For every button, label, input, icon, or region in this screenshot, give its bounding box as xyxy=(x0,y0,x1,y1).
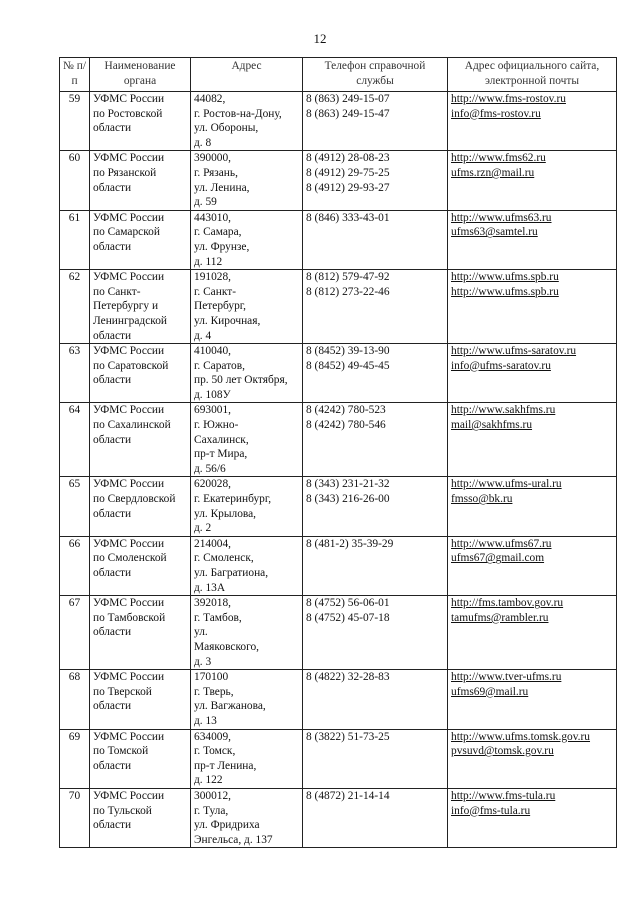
address-cell xyxy=(191,344,303,403)
phone-line: 8 (4822) 32-28-83 xyxy=(306,671,390,684)
address-line: г. Санкт- xyxy=(194,285,236,298)
header-phone xyxy=(303,58,448,92)
address-line: пр-т Ленина, xyxy=(194,759,257,772)
header-web-line: Адрес официального сайта, xyxy=(464,60,600,72)
address-line: пр-т Мира, xyxy=(194,448,248,461)
org-line: области xyxy=(93,700,132,713)
phone-line: 8 (4912) 28-08-23 xyxy=(306,152,390,165)
address-line: 410040, xyxy=(194,345,232,358)
website-link[interactable]: http://www.fms-rostov.ru xyxy=(451,93,566,105)
address-line: г. Самара, xyxy=(194,226,242,239)
phone-cell xyxy=(303,270,448,344)
row-number: 67 xyxy=(60,596,90,670)
address-cell xyxy=(191,210,303,269)
phone-cell xyxy=(303,788,448,847)
address-cell xyxy=(191,788,303,847)
address-line: 443010, xyxy=(194,211,232,224)
header-num-line: № xyxy=(63,60,74,72)
address-line: г. Тула, xyxy=(194,804,229,817)
web-cell xyxy=(448,536,617,595)
org-cell xyxy=(90,270,191,344)
contact-link[interactable]: http://www.ufms.spb.ru xyxy=(451,285,559,298)
address-line: 392018, xyxy=(194,597,232,610)
contact-link[interactable]: fmsso@bk.ru xyxy=(451,493,513,506)
org-cell xyxy=(90,596,191,670)
address-line: 191028, xyxy=(194,271,232,284)
address-line: д. 59 xyxy=(194,196,217,209)
org-line: УФМС России xyxy=(93,730,165,743)
address-line: Энгельса, д. 137 xyxy=(194,833,273,846)
org-line: УФМС России xyxy=(93,789,165,802)
website-link[interactable]: http://www.tver-ufms.ru xyxy=(451,671,562,684)
address-line: ул. Обороны, xyxy=(194,122,259,135)
org-cell xyxy=(90,729,191,788)
org-line: области xyxy=(93,181,132,194)
row-number: 59 xyxy=(60,92,90,151)
address-cell xyxy=(191,670,303,729)
contact-link[interactable]: mail@sakhfms.ru xyxy=(451,419,533,432)
phone-cell xyxy=(303,729,448,788)
org-line: области xyxy=(93,626,132,639)
org-line: области xyxy=(93,329,132,342)
table-row xyxy=(60,403,617,477)
address-line: г. Тверь, xyxy=(194,685,234,698)
phone-line: 8 (812) 579-47-92 xyxy=(306,271,390,284)
contact-link[interactable]: info@ufms-saratov.ru xyxy=(451,359,551,372)
address-line: г. Южно- xyxy=(194,419,239,432)
org-cell xyxy=(90,344,191,403)
website-link[interactable]: http://www.ufms-saratov.ru xyxy=(451,345,577,358)
website-link[interactable]: http://www.ufms.spb.ru xyxy=(451,271,559,284)
address-line: ул. Фридриха xyxy=(194,819,260,832)
row-number: 68 xyxy=(60,670,90,729)
address-line: д. 4 xyxy=(194,329,212,342)
phone-line: 8 (4912) 29-75-25 xyxy=(306,166,390,179)
phone-cell xyxy=(303,210,448,269)
header-web-line: электронной почты xyxy=(484,74,579,87)
web-cell xyxy=(448,92,617,151)
org-line: по Смоленской xyxy=(93,552,167,565)
phone-cell xyxy=(303,92,448,151)
header-org xyxy=(90,58,191,92)
org-line: по Саратовской xyxy=(93,359,169,372)
address-cell xyxy=(191,151,303,210)
org-cell xyxy=(90,210,191,269)
phone-line: 8 (8452) 49-45-45 xyxy=(306,359,390,372)
website-link[interactable]: http://www.fms62.ru xyxy=(451,152,546,165)
row-number: 60 xyxy=(60,151,90,210)
address-line: д. 56/6 xyxy=(194,462,226,475)
address-line: 634009, xyxy=(194,730,232,743)
phone-line: 8 (4872) 21-14-14 xyxy=(306,789,390,802)
org-line: УФМС России xyxy=(93,93,165,105)
address-line: г. Рязань, xyxy=(194,166,238,179)
org-line: по Сахалинской xyxy=(93,419,171,432)
org-line: области xyxy=(93,374,132,387)
contact-link[interactable]: ufms63@samtel.ru xyxy=(451,226,538,239)
table-row xyxy=(60,151,617,210)
header-address xyxy=(191,58,303,92)
address-line: ул. Кирочная, xyxy=(194,314,261,327)
phone-line: 8 (3822) 51-73-25 xyxy=(306,730,390,743)
address-line: Сахалинск, xyxy=(194,433,249,446)
header-web xyxy=(448,58,617,92)
address-line: 390000, xyxy=(194,152,232,165)
org-line: области xyxy=(93,759,132,772)
address-line: 214004, xyxy=(194,537,232,550)
phone-cell xyxy=(303,151,448,210)
address-line: д. 108У xyxy=(194,388,231,401)
address-line: 300012, xyxy=(194,789,232,802)
address-line: ул. Крылова, xyxy=(194,507,257,520)
org-line: УФМС России xyxy=(93,211,165,224)
phone-line: 8 (863) 249-15-07 xyxy=(306,93,390,105)
address-line: 170100 xyxy=(194,671,229,684)
registry-table xyxy=(59,57,617,848)
address-line: 693001, xyxy=(194,404,232,417)
contact-link[interactable]: ufms67@gmail.com xyxy=(451,552,545,565)
phone-cell xyxy=(303,670,448,729)
web-cell xyxy=(448,670,617,729)
address-line: д. 2 xyxy=(194,522,212,535)
org-cell xyxy=(90,477,191,536)
org-cell xyxy=(90,670,191,729)
org-line: области xyxy=(93,122,132,135)
row-number: 70 xyxy=(60,788,90,847)
address-line: пр. 50 лет Октября, xyxy=(194,374,288,387)
org-line: по Самарской xyxy=(93,226,160,239)
phone-line: 8 (8452) 39-13-90 xyxy=(306,345,390,358)
header-address-line: Адрес xyxy=(231,60,262,72)
row-number: 62 xyxy=(60,270,90,344)
address-line: г. Смоленск, xyxy=(194,552,254,565)
phone-cell xyxy=(303,596,448,670)
org-line: по Ростовской xyxy=(93,107,163,120)
address-cell xyxy=(191,270,303,344)
org-line: УФМС России xyxy=(93,597,165,610)
header-phone-line: Телефон справочной xyxy=(324,60,426,72)
address-line: г. Саратов, xyxy=(194,359,245,372)
address-line: г. Тамбов, xyxy=(194,611,242,624)
table-row xyxy=(60,729,617,788)
address-line: д. 122 xyxy=(194,774,223,787)
org-line: по Свердловской xyxy=(93,493,176,506)
address-line: д. 13А xyxy=(194,581,226,594)
web-cell xyxy=(448,477,617,536)
org-line: области xyxy=(93,240,132,253)
table-row xyxy=(60,210,617,269)
address-line: д. 13 xyxy=(194,714,217,727)
phone-line: 8 (4242) 780-523 xyxy=(306,404,386,417)
website-link[interactable]: http://www.fms-tula.ru xyxy=(451,789,556,802)
header-num xyxy=(60,58,90,92)
phone-line: 8 (812) 273-22-46 xyxy=(306,285,390,298)
address-cell xyxy=(191,536,303,595)
phone-cell xyxy=(303,403,448,477)
web-cell xyxy=(448,151,617,210)
org-line: УФМС России xyxy=(93,152,165,165)
table-row xyxy=(60,92,617,151)
row-number: 63 xyxy=(60,344,90,403)
org-cell xyxy=(90,151,191,210)
web-cell xyxy=(448,270,617,344)
table-body xyxy=(60,92,617,848)
org-line: по Тверской xyxy=(93,685,152,698)
phone-cell xyxy=(303,536,448,595)
address-line: д. 8 xyxy=(194,136,212,149)
org-cell xyxy=(90,403,191,477)
table-row xyxy=(60,536,617,595)
web-cell xyxy=(448,344,617,403)
table-row xyxy=(60,477,617,536)
phone-line: 8 (4242) 780-546 xyxy=(306,419,386,432)
address-line: 620028, xyxy=(194,478,232,491)
web-cell xyxy=(448,210,617,269)
address-line: г. Екатеринбург, xyxy=(194,493,272,506)
address-line: ул. Фрунзе, xyxy=(194,240,250,253)
table-row xyxy=(60,344,617,403)
address-line: Петербург, xyxy=(194,300,246,313)
phone-line: 8 (481-2) 35-39-29 xyxy=(306,537,394,550)
org-line: Ленинградской xyxy=(93,314,168,327)
web-cell xyxy=(448,729,617,788)
address-cell xyxy=(191,403,303,477)
org-line: по Томской xyxy=(93,745,149,758)
contact-link[interactable]: pvsuvd@tomsk.gov.ru xyxy=(451,745,554,758)
contact-link[interactable]: info@fms-tula.ru xyxy=(451,804,531,817)
org-line: области xyxy=(93,507,132,520)
web-cell xyxy=(448,788,617,847)
address-line: г. Томск, xyxy=(194,745,236,758)
contact-link[interactable]: info@fms-rostov.ru xyxy=(451,107,541,120)
org-line: области xyxy=(93,567,132,579)
address-line: д. 3 xyxy=(194,655,212,668)
phone-line: 8 (343) 231-21-32 xyxy=(306,478,390,491)
website-link[interactable]: http://www.sakhfms.ru xyxy=(451,404,556,417)
web-cell xyxy=(448,596,617,670)
org-line: по Санкт- xyxy=(93,285,141,298)
org-line: по Тамбовской xyxy=(93,611,166,624)
phone-line: 8 (343) 216-26-00 xyxy=(306,493,390,506)
address-line: ул. xyxy=(194,626,208,639)
header-row xyxy=(60,58,617,92)
row-number: 65 xyxy=(60,477,90,536)
org-line: по Рязанской xyxy=(93,166,157,179)
org-line: УФМС России xyxy=(93,271,165,284)
address-line: ул. Багратиона, xyxy=(194,567,269,579)
contact-link[interactable]: ufms.rzn@mail.ru xyxy=(451,166,535,179)
website-link[interactable]: http://fms.tambov.gov.ru xyxy=(451,597,564,610)
table-row xyxy=(60,270,617,344)
contact-link[interactable]: tamufms@rambler.ru xyxy=(451,611,549,624)
org-line: Петербургу и xyxy=(93,300,159,313)
website-link[interactable]: http://www.ufms.tomsk.gov.ru xyxy=(451,730,591,743)
web-cell xyxy=(448,403,617,477)
org-line: области xyxy=(93,433,132,446)
phone-line: 8 (4752) 45-07-18 xyxy=(306,611,390,624)
website-link[interactable]: http://www.ufms63.ru xyxy=(451,211,552,224)
org-line: УФМС России xyxy=(93,345,165,358)
website-link[interactable]: http://www.ufms-ural.ru xyxy=(451,478,562,491)
row-number: 69 xyxy=(60,729,90,788)
org-cell xyxy=(90,92,191,151)
phone-cell xyxy=(303,344,448,403)
address-line: г. Ростов-на-Дону, xyxy=(194,107,282,120)
website-link[interactable]: http://www.ufms67.ru xyxy=(451,537,552,550)
address-line: ул. Ленина, xyxy=(194,181,250,194)
org-line: УФМС России xyxy=(93,671,165,684)
address-cell xyxy=(191,729,303,788)
org-line: по Тульской xyxy=(93,804,152,817)
address-line: ул. Вагжанова, xyxy=(194,700,266,713)
table-row xyxy=(60,788,617,847)
phone-line: 8 (846) 333-43-01 xyxy=(306,211,390,224)
table-row xyxy=(60,596,617,670)
address-cell xyxy=(191,596,303,670)
header-org-line: органа xyxy=(123,74,157,87)
phone-line: 8 (4752) 56-06-01 xyxy=(306,597,390,610)
row-number: 61 xyxy=(60,210,90,269)
org-line: УФМС России xyxy=(93,404,165,417)
org-line: УФМС России xyxy=(93,478,165,491)
contact-link[interactable]: ufms69@mail.ru xyxy=(451,685,529,698)
address-line: д. 112 xyxy=(194,255,223,268)
phone-line: 8 (863) 249-15-47 xyxy=(306,107,390,120)
org-line: УФМС России xyxy=(93,537,165,550)
org-cell xyxy=(90,788,191,847)
address-line: Маяковского, xyxy=(194,640,260,653)
page-number: 12 xyxy=(313,31,327,46)
header-phone-line: службы xyxy=(356,74,394,87)
org-line: области xyxy=(93,819,132,832)
phone-cell xyxy=(303,477,448,536)
address-cell xyxy=(191,477,303,536)
address-cell xyxy=(191,92,303,151)
row-number: 66 xyxy=(60,536,90,595)
table-row xyxy=(60,670,617,729)
phone-line: 8 (4912) 29-93-27 xyxy=(306,181,390,194)
header-num-line: п/п xyxy=(71,60,86,87)
address-line: 44082, xyxy=(194,93,226,105)
header-org-line: Наименование xyxy=(104,60,176,72)
org-cell xyxy=(90,536,191,595)
row-number: 64 xyxy=(60,403,90,477)
